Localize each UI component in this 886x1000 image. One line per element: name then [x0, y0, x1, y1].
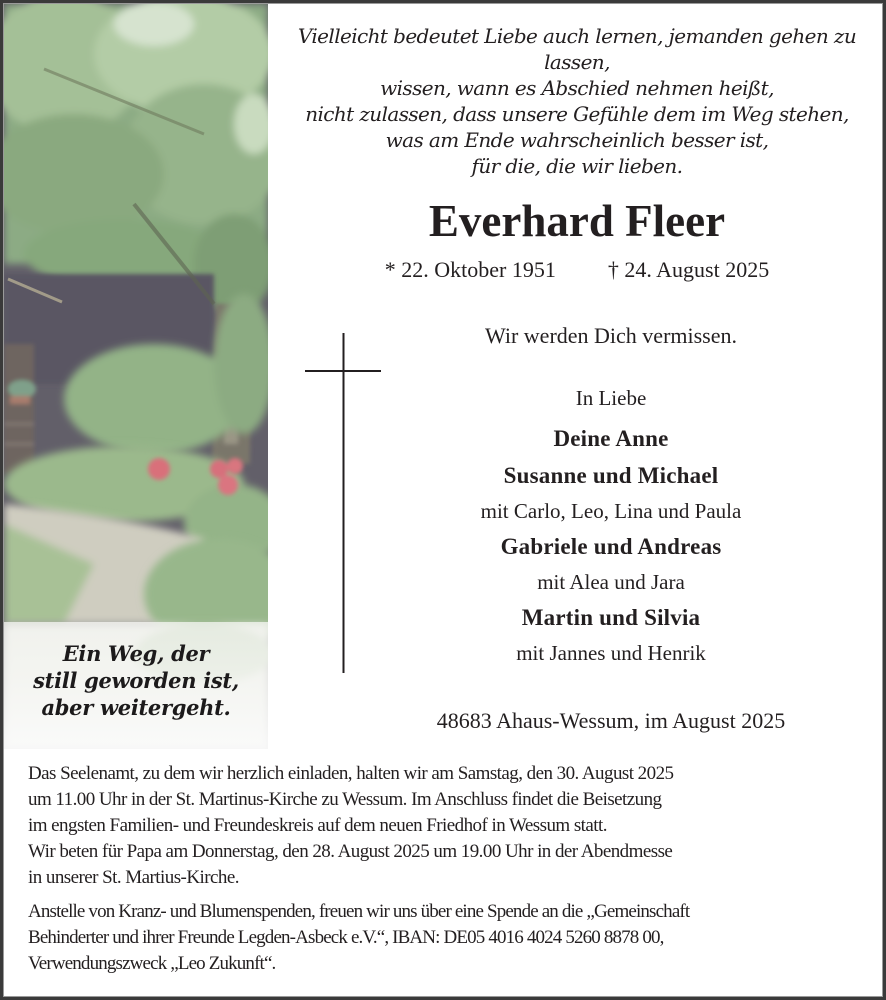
caption-line: aber weitergeht.: [41, 695, 231, 720]
poem-line: für die, die wir lieben.: [471, 154, 683, 178]
family-children: mit Jannes und Henrik: [516, 641, 706, 665]
service-paragraph: [28, 761, 868, 891]
text-line: um 11.00 Uhr in der St. Martinus-Kirche zu Wessum. Im Anschluss findet die Beisetzung: [28, 789, 662, 810]
donation-paragraph: [28, 899, 868, 977]
cross-icon: [305, 333, 383, 673]
family-member: Deine Anne: [553, 426, 669, 451]
deceased-name: Everhard Fleer: [428, 196, 726, 246]
text-line: in unserer St. Martius-Kirche.: [28, 867, 239, 888]
text-line: im engsten Familien- und Freundeskreis auf dem neuen Friedhof in Wessum statt.: [28, 815, 607, 836]
family-member: Susanne und Michael: [503, 463, 719, 488]
caption-line: still geworden ist,: [33, 668, 239, 693]
family-children: mit Alea und Jara: [537, 570, 685, 594]
poem-line: Vielleicht bedeutet Liebe auch lernen, jemanden gehen zu lassen,: [297, 24, 857, 74]
poem-line: wissen, wann es Abschied nehmen heißt,: [380, 76, 774, 100]
garden-photo: [4, 4, 268, 749]
family-list: [401, 420, 821, 670]
poem-line: nicht zulassen, dass unsere Gefühle dem im Weg stehen,: [305, 102, 849, 126]
death-date: † 24. August 2025: [607, 257, 770, 282]
family-children: mit Carlo, Leo, Lina und Paula: [480, 499, 742, 523]
photo-caption: [4, 640, 268, 721]
family-member: Martin und Silvia: [521, 605, 701, 630]
text-line: Behinderter und ihrer Freunde Legden-Asbeck e.V.“, IBAN: DE05 4016 4024 5260 8878 00,: [28, 927, 664, 948]
place-date: 48683 Ahaus-Wessum, im August 2025: [436, 708, 786, 733]
service-details: [28, 761, 868, 977]
life-dates: [271, 255, 883, 285]
poem: [271, 23, 883, 179]
family-member: Gabriele und Andreas: [500, 534, 722, 559]
caption-line: Ein Weg, der: [62, 641, 210, 666]
text-line: Wir beten für Papa am Donnerstag, den 28. August 2025 um 19.00 Uhr in der Abendmesse: [28, 841, 673, 862]
birth-date: * 22. Oktober 1951: [384, 257, 556, 282]
farewell-message: Wir werden Dich vermissen.: [484, 323, 738, 348]
poem-line: was am Ende wahrscheinlich besser ist,: [385, 128, 769, 152]
text-line: Anstelle von Kranz- und Blumenspenden, freuen wir uns über eine Spende an die „Gemeinschaft: [28, 901, 690, 922]
text-line: Das Seelenamt, zu dem wir herzlich einladen, halten wir am Samstag, den 30. August 2025: [28, 763, 674, 784]
text-line: Verwendungszweck „Leo Zukunft“.: [28, 953, 276, 974]
signoff: In Liebe: [575, 386, 647, 410]
